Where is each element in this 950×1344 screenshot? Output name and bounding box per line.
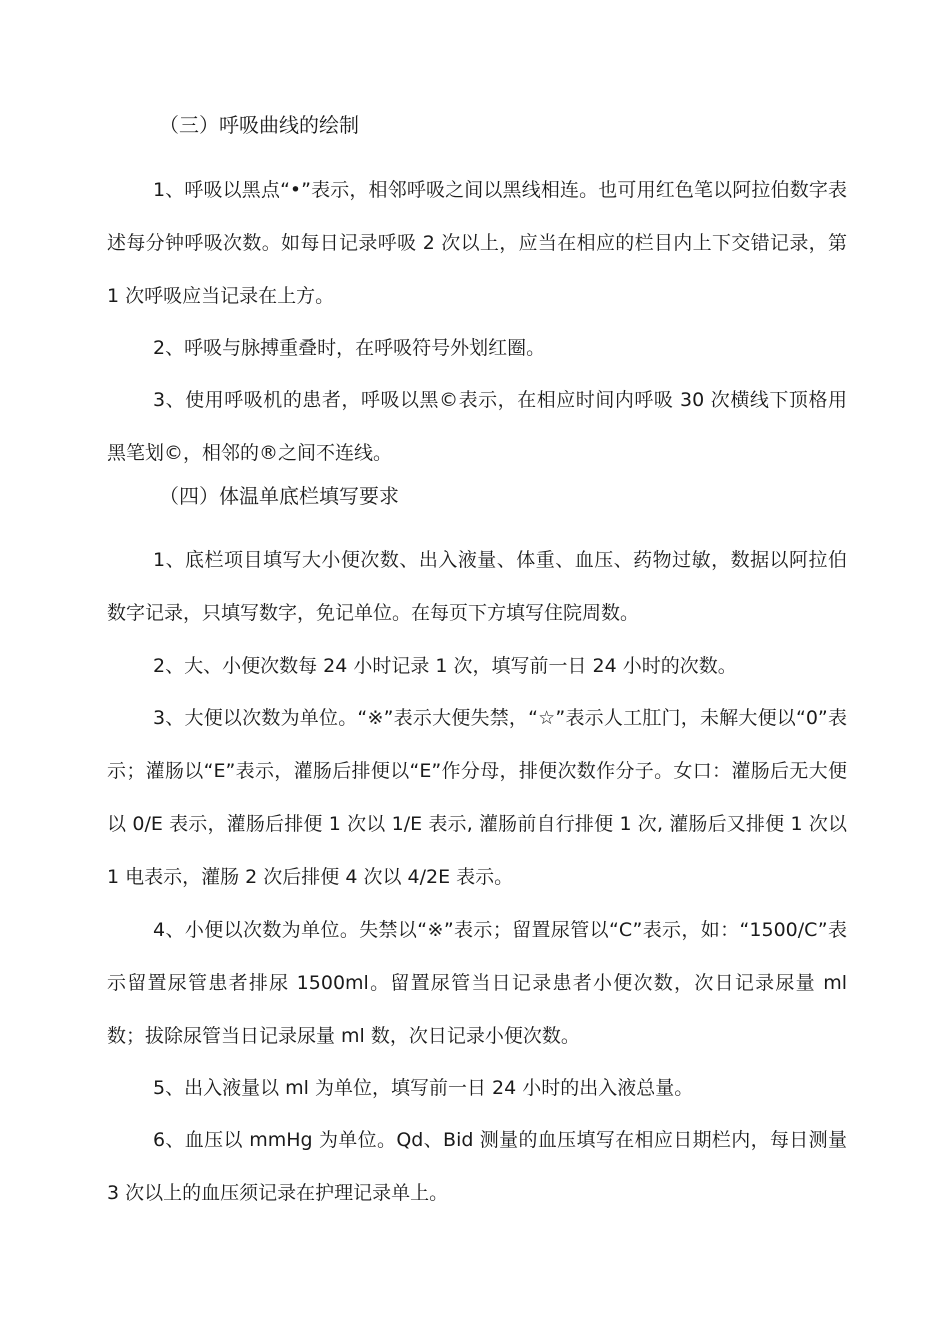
section-3-item-3: 3、使用呼吸机的患者，呼吸以黑©表示，在相应时间内呼吸 30 次横线下顶格用黑笔划©，相邻的®之间不连线。 xyxy=(107,389,847,464)
section-4-item-3: 3、大便以次数为单位。“※”表示大便失禁，“☆”表示人工肛门，未解大便以“0”表示；灌肠以“E”表示，灌肠后排便以“E”作分母，排便次数作分子。女口：灌肠后无大便以 0/E 表示，灌肠后排便 1 次以 1/E 表示, 灌肠前自行排便 1 次, 灌肠后又排便 1 次以 1 电表示，灌肠 2 次后排便 4 次以 4/2E 表示。 xyxy=(107,707,847,888)
section-4-item-6: 6、血压以 mmHg 为单位。Qd、Bid 测量的血压填写在相应日期栏内，每日测量 3 次以上的血压须记录在护理记录单上。 xyxy=(107,1129,847,1204)
section-4-item-4: 4、小便以次数为单位。失禁以“※”表示；留置尿管以“C”表示，如：“1500/C”表示留置尿管患者排尿 1500ml。留置尿管当日记录患者小便次数，次日记录尿量 ml 数；拔除尿管当日记录尿量 ml 数，次日记录小便次数。 xyxy=(107,919,847,1047)
section-4-item-1: 1、底栏项目填写大小便次数、出入液量、体重、血压、药物过敏，数据以阿拉伯数字记录，只填写数字，免记单位。在每页下方填写住院周数。 xyxy=(107,549,847,624)
section-4-heading: （四）体温单底栏填写要求 xyxy=(159,484,399,508)
section-4-item-2: 2、大、小便次数每 24 小时记录 1 次，填写前一日 24 小时的次数。 xyxy=(153,655,737,677)
section-3-item-1: 1、呼吸以黑点“•”表示，相邻呼吸之间以黑线相连。也可用红色笔以阿拉伯数字表述每分钟呼吸次数。如每日记录呼吸 2 次以上，应当在相应的栏目内上下交错记录，第 1 次呼吸应当记录在上方。 xyxy=(107,179,847,307)
section-3-heading: （三）呼吸曲线的绘制 xyxy=(159,113,359,137)
section-4-item-5: 5、出入液量以 ml 为单位，填写前一日 24 小时的出入液总量。 xyxy=(153,1077,694,1099)
section-3-item-2: 2、呼吸与脉搏重叠时，在呼吸符号外划红圈。 xyxy=(153,337,546,359)
